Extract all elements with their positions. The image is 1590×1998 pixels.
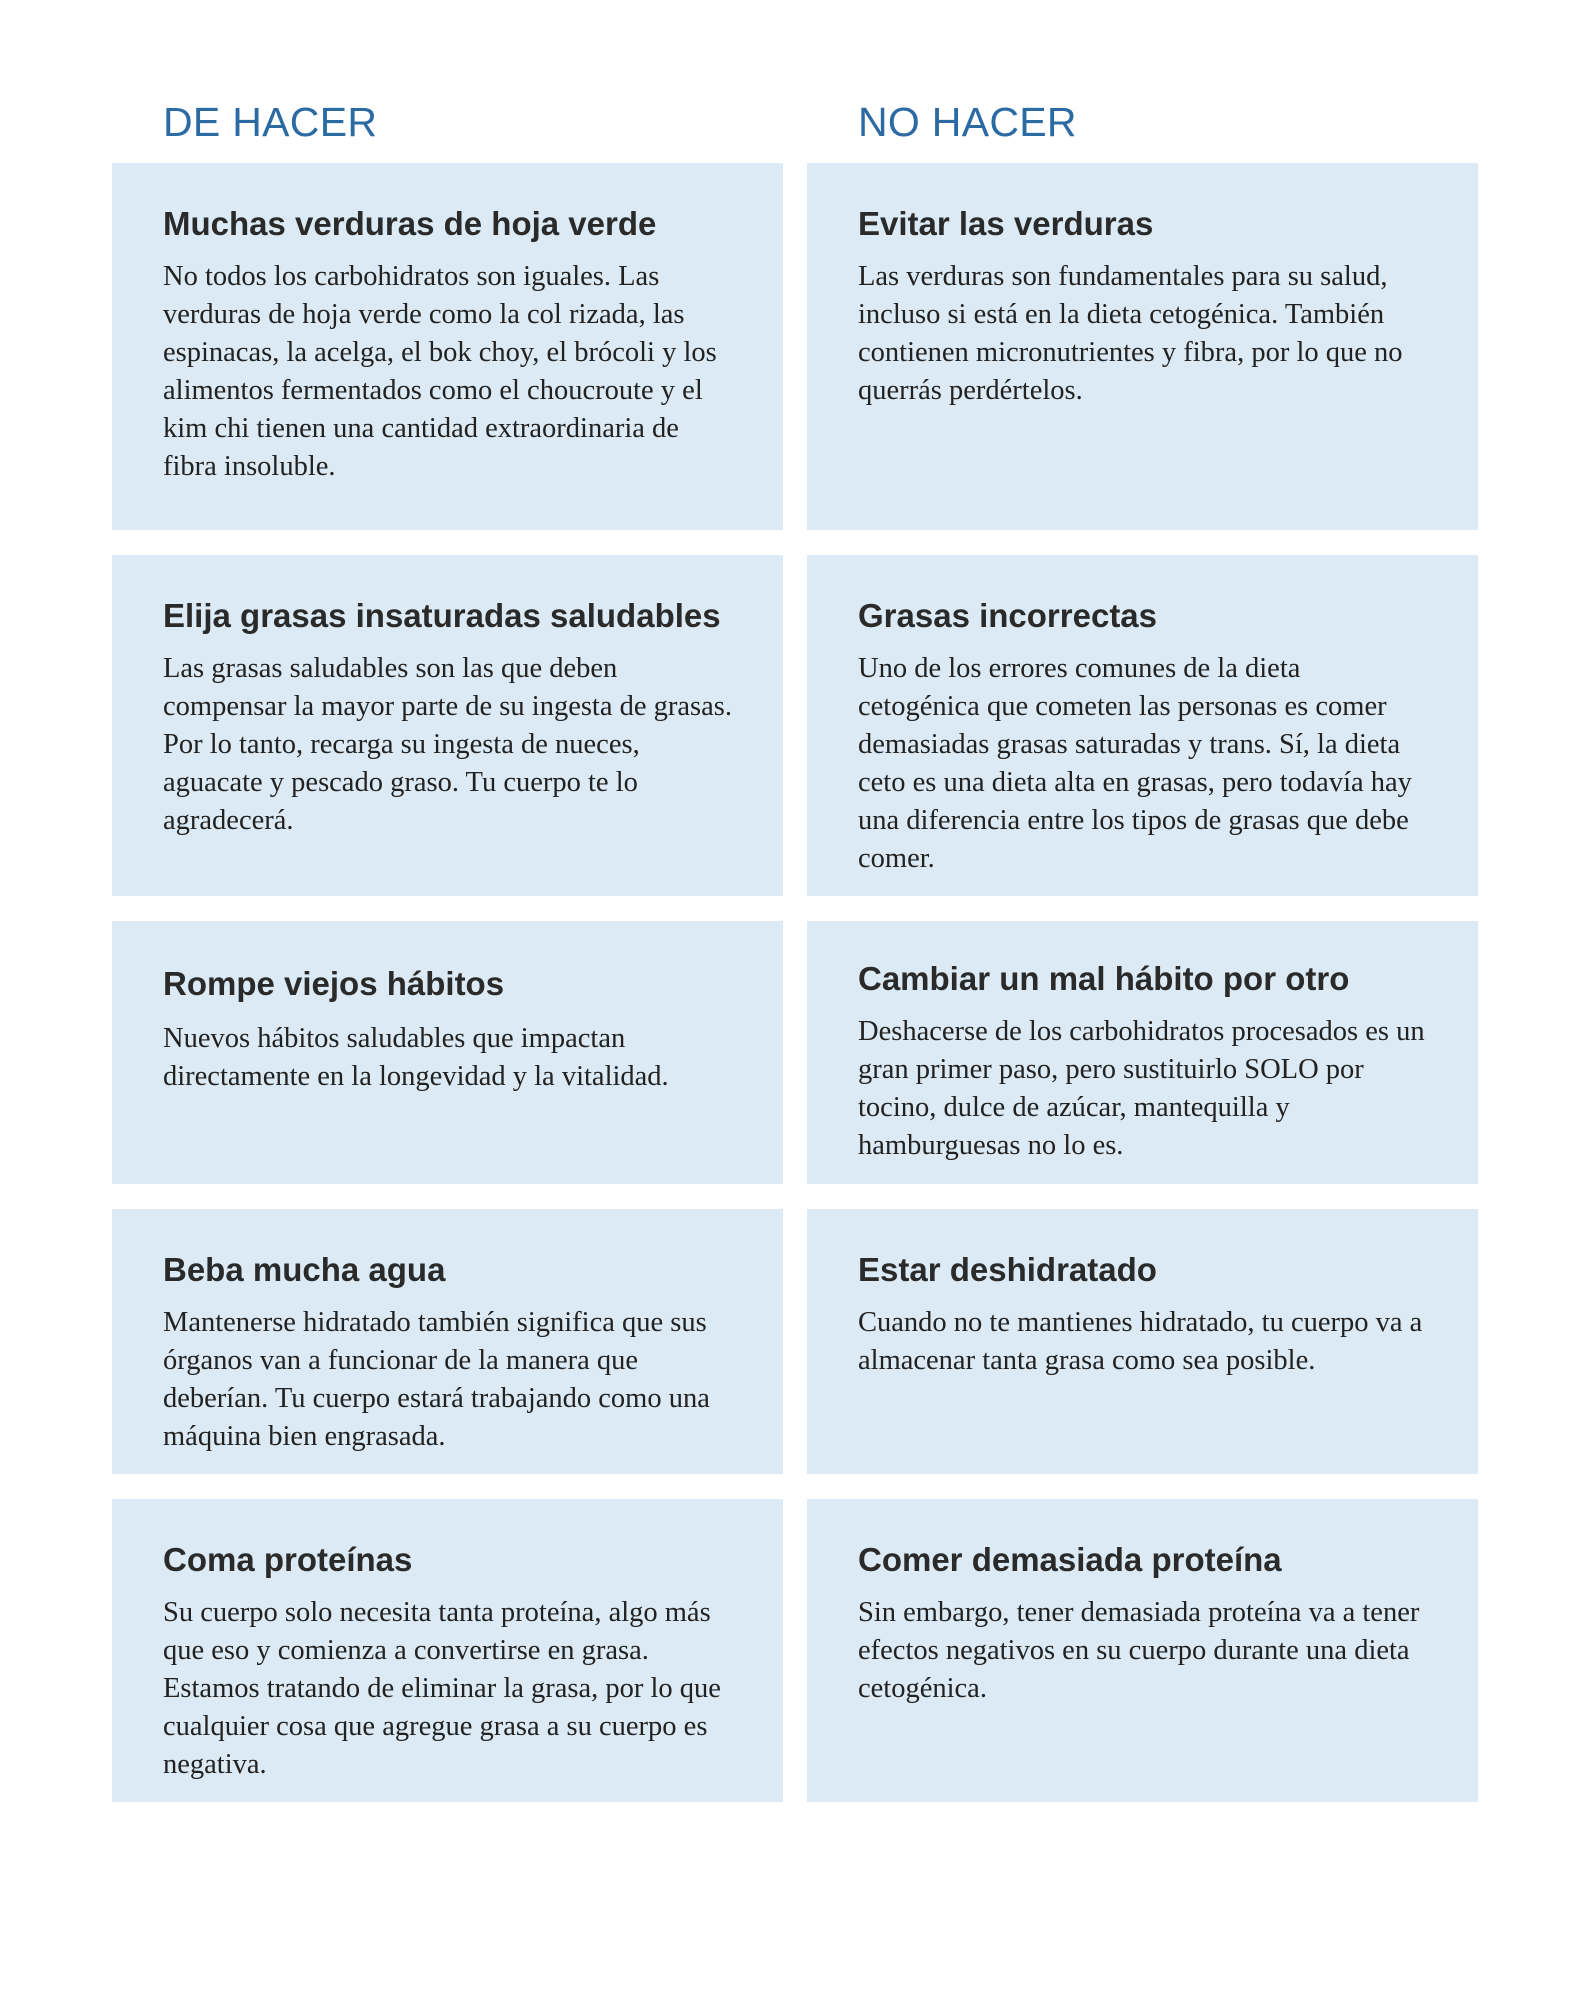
do-card — [112, 163, 783, 530]
dont-column-heading: NO HACER — [858, 99, 1077, 145]
do-card-body: Su cuerpo solo necesita tanta proteína, algo más que eso y comienza a convertirse en grasa. Estamos tratando de eliminar la grasa, por lo que cualquier cosa que agregue grasa a su cuerpo es negativa. — [163, 1596, 721, 1780]
dont-card — [807, 1499, 1478, 1802]
do-card-title: Coma proteínas — [163, 1541, 413, 1578]
do-card — [112, 921, 783, 1184]
dont-card-body: Uno de los errores comunes de la dieta cetogénica que cometen las personas es comer demasiadas grasas saturadas y trans. Sí, la dieta ceto es una dieta alta en grasas, pero todavía hay una diferencia entre los tipos de grasas que debe comer. — [858, 652, 1412, 874]
dont-card-title: Evitar las verduras — [858, 205, 1154, 242]
dont-card — [807, 921, 1478, 1184]
dont-card — [807, 1209, 1478, 1474]
dont-card — [807, 163, 1478, 530]
do-card-title: Muchas verduras de hoja verde — [163, 205, 657, 242]
do-card-title: Elija grasas insaturadas saludables — [163, 597, 721, 634]
do-card-body: Nuevos hábitos saludables que impactan directamente en la longevidad y la vitalidad. — [163, 1022, 669, 1092]
dont-card-body: Deshacerse de los carbohidratos procesados es un gran primer paso, pero sustituirlo SOLO por tocino, dulce de azúcar, mantequilla y hamburguesas no lo es. — [858, 1015, 1425, 1161]
dont-card-body: Cuando no te mantienes hidratado, tu cuerpo va a almacenar tanta grasa como sea posible. — [858, 1306, 1423, 1376]
dont-card-body: Las verduras son fundamentales para su salud, incluso si está en la dieta cetogénica. También contienen micronutrientes y fibra, por lo que no querrás perdértelos. — [858, 260, 1403, 406]
do-card — [112, 1499, 783, 1802]
do-card-body: Las grasas saludables son las que deben compensar la mayor parte de su ingesta de grasas. Por lo tanto, recarga su ingesta de nueces, aguacate y pescado graso. Tu cuerpo te lo agradecerá. — [163, 652, 732, 836]
dont-card-title: Cambiar un mal hábito por otro — [858, 960, 1350, 997]
do-card-title: Rompe viejos hábitos — [163, 965, 505, 1002]
do-card — [112, 555, 783, 896]
dont-card-title: Estar deshidratado — [858, 1251, 1157, 1288]
do-card-body: Mantenerse hidratado también significa que sus órganos van a funcionar de la manera que deberían. Tu cuerpo estará trabajando como una máquina bien engrasada. — [163, 1306, 710, 1452]
do-card-title: Beba mucha agua — [163, 1251, 446, 1288]
do-card — [112, 1209, 783, 1474]
dont-card-title: Grasas incorrectas — [858, 597, 1158, 634]
dont-card-body: Sin embargo, tener demasiada proteína va a tener efectos negativos en su cuerpo durante una dieta cetogénica. — [858, 1596, 1420, 1704]
dont-card-title: Comer demasiada proteína — [858, 1541, 1282, 1578]
do-card-body: No todos los carbohidratos son iguales. Las verduras de hoja verde como la col rizada, las espinacas, la acelga, el bok choy, el brócoli y los alimentos fermentados como el choucroute y el kim chi tienen una cantidad extraordinaria de fibra insoluble. — [163, 260, 717, 482]
dont-card — [807, 555, 1478, 896]
do-column-heading: DE HACER — [163, 99, 378, 145]
